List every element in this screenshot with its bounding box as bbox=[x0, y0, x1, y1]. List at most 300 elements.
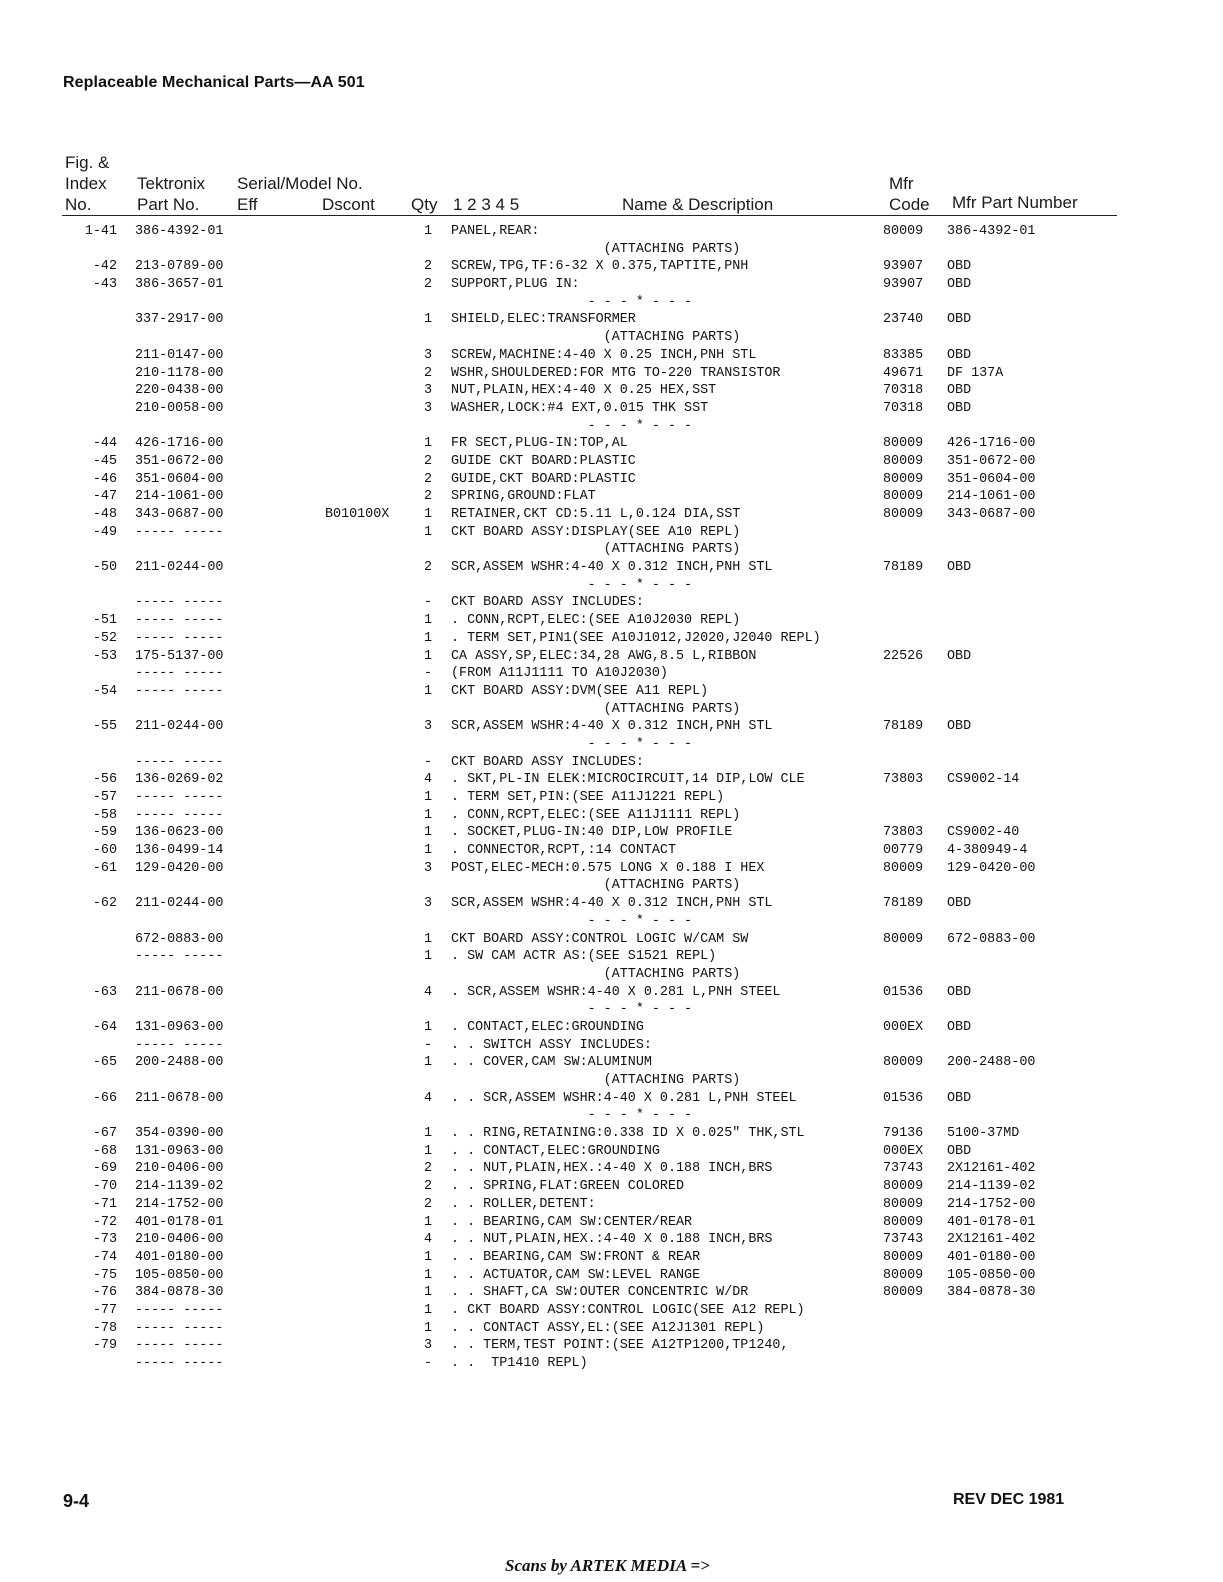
row-qty: 1 bbox=[423, 1143, 433, 1159]
row-index: -62 bbox=[92, 896, 117, 912]
col-qty-label: Qty bbox=[411, 195, 438, 214]
row-part-number: ----- ----- bbox=[135, 807, 224, 823]
row-description: (ATTACHING PARTS) bbox=[451, 878, 741, 894]
row-qty: 1 bbox=[423, 1126, 433, 1142]
row-index: -54 bbox=[92, 683, 117, 699]
row-mfr-part-number: 5100-37MD bbox=[947, 1126, 1020, 1142]
row-index: -78 bbox=[92, 1320, 117, 1336]
row-description: . . TERM,TEST POINT:(SEE A12TP1200,TP1240, bbox=[451, 1338, 789, 1354]
row-description: . . NUT,PLAIN,HEX.:4-40 X 0.188 INCH,BRS bbox=[451, 1232, 773, 1248]
row-part-number: ----- ----- bbox=[135, 683, 224, 699]
row-part-number: 211-0678-00 bbox=[135, 984, 224, 1000]
row-qty: 2 bbox=[423, 277, 433, 293]
row-qty: 1 bbox=[423, 224, 433, 239]
row-mfr-part-number: OBD bbox=[947, 1143, 972, 1159]
row-index: -49 bbox=[92, 524, 117, 540]
row-part-number: ----- ----- bbox=[135, 1356, 224, 1371]
row-mfr-part-number: 129-0420-00 bbox=[947, 860, 1036, 876]
row-mfr-code: 80009 bbox=[883, 1285, 924, 1301]
row-qty: - bbox=[423, 666, 433, 682]
row-mfr-part-number: 200-2488-00 bbox=[947, 1055, 1036, 1071]
row-mfr-code: 000EX bbox=[883, 1019, 924, 1035]
row-index: -46 bbox=[92, 471, 117, 487]
row-description: - - - * - - - bbox=[451, 736, 693, 752]
row-index: -79 bbox=[92, 1338, 117, 1354]
row-index: -44 bbox=[92, 436, 117, 452]
row-qty: 1 bbox=[423, 1267, 433, 1283]
row-mfr-part-number: 214-1752-00 bbox=[947, 1196, 1036, 1212]
row-description: . . CONTACT,ELEC:GROUNDING bbox=[451, 1143, 660, 1159]
row-qty: 2 bbox=[423, 489, 433, 505]
table-row bbox=[0, 1302, 1223, 1320]
table-row bbox=[0, 630, 1223, 648]
row-part-number: 210-0406-00 bbox=[135, 1232, 224, 1248]
row-part-number: 220-0438-00 bbox=[135, 383, 224, 399]
table-row bbox=[0, 771, 1223, 789]
col-tektronix-label: Tektronix bbox=[137, 174, 206, 193]
row-index: -51 bbox=[92, 613, 117, 629]
row-index: -61 bbox=[92, 860, 117, 876]
row-part-number: ----- ----- bbox=[135, 595, 224, 611]
col-code-label: Code bbox=[889, 195, 930, 214]
table-row bbox=[0, 453, 1223, 471]
revision-label: REV DEC 1981 bbox=[953, 1491, 1065, 1508]
row-qty: 3 bbox=[423, 719, 433, 735]
row-index: -52 bbox=[92, 630, 117, 646]
row-part-number: 136-0269-02 bbox=[135, 772, 224, 788]
row-part-number: 401-0178-01 bbox=[135, 1214, 224, 1230]
row-description: . . CONTACT ASSY,EL:(SEE A12J1301 REPL) bbox=[451, 1320, 765, 1336]
col-desc-label: Name & Description bbox=[622, 195, 774, 214]
row-description: . . RING,RETAINING:0.338 ID X 0.025" THK,STL bbox=[451, 1126, 805, 1142]
table-row bbox=[0, 1054, 1223, 1072]
row-part-number: ----- ----- bbox=[135, 630, 224, 646]
row-mfr-part-number: OBD bbox=[947, 277, 972, 293]
row-index: -63 bbox=[92, 984, 117, 1000]
row-part-number: 354-0390-00 bbox=[135, 1126, 224, 1142]
row-index: -53 bbox=[92, 648, 117, 664]
row-qty: 2 bbox=[423, 471, 433, 487]
row-description: NUT,PLAIN,HEX:4-40 X 0.25 HEX,SST bbox=[451, 383, 717, 399]
row-index: -43 bbox=[92, 277, 117, 293]
row-description: SCREW,TPG,TF:6-32 X 0.375,TAPTITE,PNH bbox=[451, 259, 749, 275]
row-qty: 4 bbox=[423, 1232, 433, 1248]
row-mfr-part-number: 672-0883-00 bbox=[947, 931, 1036, 947]
table-row bbox=[0, 1037, 1223, 1055]
row-qty: 1 bbox=[423, 507, 433, 522]
row-qty: 1 bbox=[423, 1249, 433, 1265]
row-mfr-part-number: CS9002-14 bbox=[947, 772, 1020, 788]
row-part-number: 351-0604-00 bbox=[135, 471, 224, 487]
row-mfr-code: 80009 bbox=[883, 1249, 924, 1265]
table-row bbox=[0, 648, 1223, 666]
row-part-number: 175-5137-00 bbox=[135, 648, 224, 664]
row-mfr-code: 78189 bbox=[883, 560, 924, 576]
table-row bbox=[0, 754, 1223, 772]
row-part-number: 214-1139-02 bbox=[135, 1179, 224, 1195]
row-index: -71 bbox=[92, 1196, 117, 1212]
row-description: . . SCR,ASSEM WSHR:4-40 X 0.281 L,PNH STEEL bbox=[451, 1090, 797, 1106]
row-description: CKT BOARD ASSY:DVM(SEE A11 REPL) bbox=[451, 683, 709, 699]
row-mfr-code: 80009 bbox=[883, 224, 924, 239]
row-part-number: 211-0147-00 bbox=[135, 347, 224, 363]
table-row bbox=[0, 594, 1223, 612]
parts-table bbox=[0, 223, 1223, 1373]
row-mfr-code: 80009 bbox=[883, 489, 924, 505]
table-row bbox=[0, 736, 1223, 754]
row-index: -45 bbox=[92, 453, 117, 469]
row-description: CKT BOARD ASSY INCLUDES: bbox=[451, 754, 644, 770]
row-mfr-code: 80009 bbox=[883, 1214, 924, 1230]
row-mfr-code: 80009 bbox=[883, 507, 924, 522]
row-mfr-code: 22526 bbox=[883, 648, 924, 664]
row-qty: 2 bbox=[423, 1179, 433, 1195]
table-row bbox=[0, 1284, 1223, 1302]
row-mfr-part-number: 4-380949-4 bbox=[947, 843, 1028, 859]
table-row bbox=[0, 1019, 1223, 1037]
row-description: CA ASSY,SP,ELEC:34,28 AWG,8.5 L,RIBBON bbox=[451, 648, 757, 664]
row-description: . SW CAM ACTR AS:(SEE S1521 REPL) bbox=[451, 949, 717, 965]
row-description: . TERM SET,PIN:(SEE A11J1221 REPL) bbox=[451, 790, 725, 805]
row-index: -47 bbox=[92, 489, 117, 505]
row-description: . . NUT,PLAIN,HEX.:4-40 X 0.188 INCH,BRS bbox=[451, 1161, 773, 1177]
header-divider bbox=[62, 215, 1117, 216]
col-index-label: Index bbox=[65, 174, 107, 193]
row-description: . . COVER,CAM SW:ALUMINUM bbox=[451, 1055, 652, 1071]
row-description: SCR,ASSEM WSHR:4-40 X 0.312 INCH,PNH STL bbox=[451, 719, 773, 735]
table-row bbox=[0, 1178, 1223, 1196]
table-row bbox=[0, 913, 1223, 931]
row-mfr-code: 80009 bbox=[883, 931, 924, 947]
row-mfr-code: 80009 bbox=[883, 860, 924, 876]
row-qty: 1 bbox=[423, 524, 433, 540]
row-qty: 2 bbox=[423, 259, 433, 275]
row-mfr-part-number: 343-0687-00 bbox=[947, 507, 1036, 522]
table-row bbox=[0, 1001, 1223, 1019]
row-description: PANEL,REAR: bbox=[451, 224, 540, 239]
row-part-number: 337-2917-00 bbox=[135, 312, 224, 328]
row-part-number: 386-4392-01 bbox=[135, 224, 224, 239]
row-part-number: ----- ----- bbox=[135, 949, 224, 965]
row-description: . CONN,RCPT,ELEC:(SEE A10J2030 REPL) bbox=[451, 613, 741, 629]
table-row bbox=[0, 612, 1223, 630]
row-index: -58 bbox=[92, 807, 117, 823]
row-description: SCR,ASSEM WSHR:4-40 X 0.312 INCH,PNH STL bbox=[451, 896, 773, 912]
row-qty: 1 bbox=[423, 843, 433, 859]
row-mfr-code: 70318 bbox=[883, 400, 924, 416]
row-mfr-code: 80009 bbox=[883, 453, 924, 469]
table-row bbox=[0, 223, 1223, 241]
row-part-number: ----- ----- bbox=[135, 790, 224, 805]
row-part-number: 214-1061-00 bbox=[135, 489, 224, 505]
row-part-number: 210-0058-00 bbox=[135, 400, 224, 416]
row-index: -65 bbox=[92, 1055, 117, 1071]
row-description: . TERM SET,PIN1(SEE A10J1012,J2020,J2040 REPL) bbox=[451, 630, 821, 646]
row-part-number: 211-0678-00 bbox=[135, 1090, 224, 1106]
table-row bbox=[0, 807, 1223, 825]
row-mfr-part-number: 351-0604-00 bbox=[947, 471, 1036, 487]
col-indent-label: 1 2 3 4 5 bbox=[453, 195, 520, 214]
table-row bbox=[0, 1072, 1223, 1090]
row-part-number: 211-0244-00 bbox=[135, 719, 224, 735]
row-description: (ATTACHING PARTS) bbox=[451, 330, 741, 346]
row-mfr-part-number: 384-0878-30 bbox=[947, 1285, 1036, 1301]
table-row bbox=[0, 1196, 1223, 1214]
row-description: . CKT BOARD ASSY:CONTROL LOGIC(SEE A12 REPL) bbox=[451, 1302, 805, 1318]
row-mfr-part-number: OBD bbox=[947, 347, 972, 363]
row-description: WSHR,SHOULDERED:FOR MTG TO-220 TRANSISTOR bbox=[451, 365, 781, 381]
row-part-number: 136-0623-00 bbox=[135, 825, 224, 841]
row-qty: 2 bbox=[423, 1196, 433, 1212]
row-index: -60 bbox=[92, 843, 117, 859]
table-row bbox=[0, 506, 1223, 524]
row-index: -59 bbox=[92, 825, 117, 841]
row-qty: 2 bbox=[423, 560, 433, 576]
row-description: . . ROLLER,DETENT: bbox=[451, 1196, 596, 1212]
row-description: . CONNECTOR,RCPT,:14 CONTACT bbox=[451, 843, 676, 859]
col-mfr-label: Mfr bbox=[889, 174, 914, 193]
row-mfr-part-number: OBD bbox=[947, 1019, 972, 1035]
table-row bbox=[0, 258, 1223, 276]
row-qty: 1 bbox=[423, 1302, 433, 1318]
table-row bbox=[0, 948, 1223, 966]
row-part-number: ----- ----- bbox=[135, 1037, 224, 1053]
table-row bbox=[0, 1355, 1223, 1373]
table-row bbox=[0, 1107, 1223, 1125]
row-mfr-part-number: OBD bbox=[947, 896, 972, 912]
row-mfr-part-number: 214-1061-00 bbox=[947, 489, 1036, 505]
row-index: -66 bbox=[92, 1090, 117, 1106]
table-row bbox=[0, 365, 1223, 383]
row-description: . . SHAFT,CA SW:OUTER CONCENTRIC W/DR bbox=[451, 1285, 749, 1301]
row-qty: 1 bbox=[423, 1320, 433, 1336]
row-qty: - bbox=[423, 1356, 433, 1371]
row-part-number: 672-0883-00 bbox=[135, 931, 224, 947]
row-part-number: 401-0180-00 bbox=[135, 1249, 224, 1265]
table-row bbox=[0, 311, 1223, 329]
row-mfr-code: 000EX bbox=[883, 1143, 924, 1159]
row-mfr-part-number: 2X12161-402 bbox=[947, 1232, 1036, 1248]
row-mfr-code: 78189 bbox=[883, 896, 924, 912]
row-description: SHIELD,ELEC:TRANSFORMER bbox=[451, 312, 636, 328]
row-mfr-part-number: 351-0672-00 bbox=[947, 453, 1036, 469]
table-row bbox=[0, 1160, 1223, 1178]
table-row bbox=[0, 789, 1223, 807]
table-row bbox=[0, 294, 1223, 312]
row-part-number: 136-0499-14 bbox=[135, 843, 224, 859]
row-mfr-code: 93907 bbox=[883, 277, 924, 293]
row-mfr-part-number: OBD bbox=[947, 719, 972, 735]
row-mfr-part-number: OBD bbox=[947, 1090, 972, 1106]
scan-credit: Scans by ARTEK MEDIA => bbox=[505, 1556, 710, 1575]
row-mfr-code: 73743 bbox=[883, 1232, 924, 1248]
row-index: -42 bbox=[92, 259, 117, 275]
row-description: CKT BOARD ASSY INCLUDES: bbox=[451, 595, 644, 611]
row-qty: 2 bbox=[423, 365, 433, 381]
row-description: GUIDE CKT BOARD:PLASTIC bbox=[451, 453, 636, 469]
table-row bbox=[0, 382, 1223, 400]
row-mfr-code: 80009 bbox=[883, 1055, 924, 1071]
row-index: -67 bbox=[92, 1126, 117, 1142]
row-description: SPRING,GROUND:FLAT bbox=[451, 489, 596, 505]
row-qty: 3 bbox=[423, 860, 433, 876]
row-index: -50 bbox=[92, 560, 117, 576]
row-qty: 1 bbox=[423, 648, 433, 664]
row-mfr-code: 73803 bbox=[883, 825, 924, 841]
row-mfr-code: 80009 bbox=[883, 436, 924, 452]
row-mfr-part-number: DF 137A bbox=[947, 365, 1004, 381]
row-mfr-code: 01536 bbox=[883, 1090, 924, 1106]
row-mfr-part-number: 401-0180-00 bbox=[947, 1249, 1036, 1265]
table-row bbox=[0, 1214, 1223, 1232]
row-part-number: 210-0406-00 bbox=[135, 1161, 224, 1177]
row-mfr-code: 80009 bbox=[883, 471, 924, 487]
row-part-number: ----- ----- bbox=[135, 524, 224, 540]
row-description: - - - * - - - bbox=[451, 913, 693, 929]
row-description: SCREW,MACHINE:4-40 X 0.25 INCH,PNH STL bbox=[451, 347, 757, 363]
row-description: CKT BOARD ASSY:DISPLAY(SEE A10 REPL) bbox=[451, 524, 741, 540]
col-no-label: No. bbox=[65, 195, 92, 214]
row-mfr-code: 80009 bbox=[883, 1196, 924, 1212]
row-description: (ATTACHING PARTS) bbox=[451, 241, 741, 257]
row-qty: 1 bbox=[423, 931, 433, 947]
row-part-number: ----- ----- bbox=[135, 1320, 224, 1336]
row-qty: 3 bbox=[423, 896, 433, 912]
row-mfr-part-number: OBD bbox=[947, 648, 972, 664]
row-mfr-code: 49671 bbox=[883, 365, 924, 381]
row-qty: - bbox=[423, 1037, 433, 1053]
row-qty: 4 bbox=[423, 1090, 433, 1106]
row-index: -74 bbox=[92, 1249, 117, 1265]
row-qty: 3 bbox=[423, 400, 433, 416]
row-description: (ATTACHING PARTS) bbox=[451, 542, 741, 558]
row-mfr-part-number: OBD bbox=[947, 312, 972, 328]
row-index: -76 bbox=[92, 1285, 117, 1301]
col-serial-label: Serial/Model No. bbox=[237, 174, 363, 193]
row-description: GUIDE,CKT BOARD:PLASTIC bbox=[451, 471, 636, 487]
row-qty: 1 bbox=[423, 613, 433, 629]
row-mfr-code: 00779 bbox=[883, 843, 924, 859]
row-part-number: 210-1178-00 bbox=[135, 365, 224, 381]
row-qty: 1 bbox=[423, 1214, 433, 1230]
row-qty: 2 bbox=[423, 453, 433, 469]
table-row bbox=[0, 1125, 1223, 1143]
row-mfr-part-number: OBD bbox=[947, 984, 972, 1000]
row-mfr-part-number: OBD bbox=[947, 259, 972, 275]
row-qty: 1 bbox=[423, 683, 433, 699]
row-qty: 1 bbox=[423, 949, 433, 965]
row-index: 1-41 bbox=[84, 224, 117, 239]
table-row bbox=[0, 1143, 1223, 1161]
row-qty: 3 bbox=[423, 383, 433, 399]
table-row bbox=[0, 1231, 1223, 1249]
row-description: . CONN,RCPT,ELEC:(SEE A11J1111 REPL) bbox=[451, 807, 741, 823]
row-mfr-part-number: CS9002-40 bbox=[947, 825, 1020, 841]
row-mfr-code: 93907 bbox=[883, 259, 924, 275]
row-description: - - - * - - - bbox=[451, 294, 693, 310]
row-mfr-code: 80009 bbox=[883, 1267, 924, 1283]
row-index: -64 bbox=[92, 1019, 117, 1035]
row-mfr-part-number: OBD bbox=[947, 560, 972, 576]
table-row bbox=[0, 824, 1223, 842]
table-row bbox=[0, 931, 1223, 949]
row-index: -68 bbox=[92, 1143, 117, 1159]
row-part-number: 129-0420-00 bbox=[135, 860, 224, 876]
row-mfr-part-number: OBD bbox=[947, 383, 972, 399]
table-row bbox=[0, 541, 1223, 559]
row-description: . . SWITCH ASSY INCLUDES: bbox=[451, 1037, 652, 1053]
row-qty: 3 bbox=[423, 347, 433, 363]
row-part-number: 214-1752-00 bbox=[135, 1196, 224, 1212]
row-part-number: ----- ----- bbox=[135, 613, 224, 629]
row-mfr-part-number: 426-1716-00 bbox=[947, 436, 1036, 452]
row-description: (ATTACHING PARTS) bbox=[451, 701, 741, 717]
page-number: 9-4 bbox=[63, 1491, 90, 1511]
row-part-number: 211-0244-00 bbox=[135, 560, 224, 576]
row-part-number: 351-0672-00 bbox=[135, 453, 224, 469]
row-part-number: 213-0789-00 bbox=[135, 259, 224, 275]
row-mfr-code: 80009 bbox=[883, 1179, 924, 1195]
col-partno-label: Part No. bbox=[137, 195, 200, 214]
row-description: . SKT,PL-IN ELEK:MICROCIRCUIT,14 DIP,LOW CLE bbox=[451, 772, 805, 788]
row-index: -72 bbox=[92, 1214, 117, 1230]
row-part-number: 105-0850-00 bbox=[135, 1267, 224, 1283]
row-description: RETAINER,CKT CD:5.11 L,0.124 DIA,SST bbox=[451, 507, 741, 522]
table-row bbox=[0, 471, 1223, 489]
table-row bbox=[0, 435, 1223, 453]
row-index: -57 bbox=[92, 790, 117, 805]
row-qty: 1 bbox=[423, 312, 433, 328]
row-description: . . SPRING,FLAT:GREEN COLORED bbox=[451, 1179, 685, 1195]
row-qty: 1 bbox=[423, 436, 433, 452]
row-part-number: ----- ----- bbox=[135, 1302, 224, 1318]
table-row bbox=[0, 329, 1223, 347]
row-description: FR SECT,PLUG-IN:TOP,AL bbox=[451, 436, 628, 452]
row-mfr-part-number: OBD bbox=[947, 400, 972, 416]
table-row bbox=[0, 400, 1223, 418]
row-mfr-code: 23740 bbox=[883, 312, 924, 328]
row-mfr-part-number: 386-4392-01 bbox=[947, 224, 1036, 239]
col-dscont-label: Dscont bbox=[322, 195, 375, 214]
row-qty: 1 bbox=[423, 1019, 433, 1035]
row-index: -48 bbox=[92, 507, 117, 522]
row-index: -55 bbox=[92, 719, 117, 735]
row-description: - - - * - - - bbox=[451, 577, 693, 593]
row-mfr-code: 70318 bbox=[883, 383, 924, 399]
row-description: . . TP1410 REPL) bbox=[451, 1356, 588, 1371]
row-qty: - bbox=[423, 754, 433, 770]
row-mfr-code: 73803 bbox=[883, 772, 924, 788]
row-description: WASHER,LOCK:#4 EXT,0.015 THK SST bbox=[451, 400, 709, 416]
row-description: . . BEARING,CAM SW:CENTER/REAR bbox=[451, 1214, 693, 1230]
table-row bbox=[0, 488, 1223, 506]
row-part-number: ----- ----- bbox=[135, 754, 224, 770]
row-description: (FROM A11J1111 TO A10J2030) bbox=[451, 666, 668, 682]
row-index: -56 bbox=[92, 772, 117, 788]
row-part-number: 131-0963-00 bbox=[135, 1143, 224, 1159]
row-description: - - - * - - - bbox=[451, 1108, 693, 1124]
table-row bbox=[0, 1337, 1223, 1355]
table-row bbox=[0, 241, 1223, 259]
row-qty: 1 bbox=[423, 1055, 433, 1071]
row-description: CKT BOARD ASSY:CONTROL LOGIC W/CAM SW bbox=[451, 931, 749, 947]
row-mfr-code: 73743 bbox=[883, 1161, 924, 1177]
row-qty: - bbox=[423, 595, 433, 611]
row-mfr-code: 78189 bbox=[883, 719, 924, 735]
row-description: . . BEARING,CAM SW:FRONT & REAR bbox=[451, 1249, 701, 1265]
row-mfr-code: 01536 bbox=[883, 984, 924, 1000]
col-eff-label: Eff bbox=[237, 195, 258, 214]
